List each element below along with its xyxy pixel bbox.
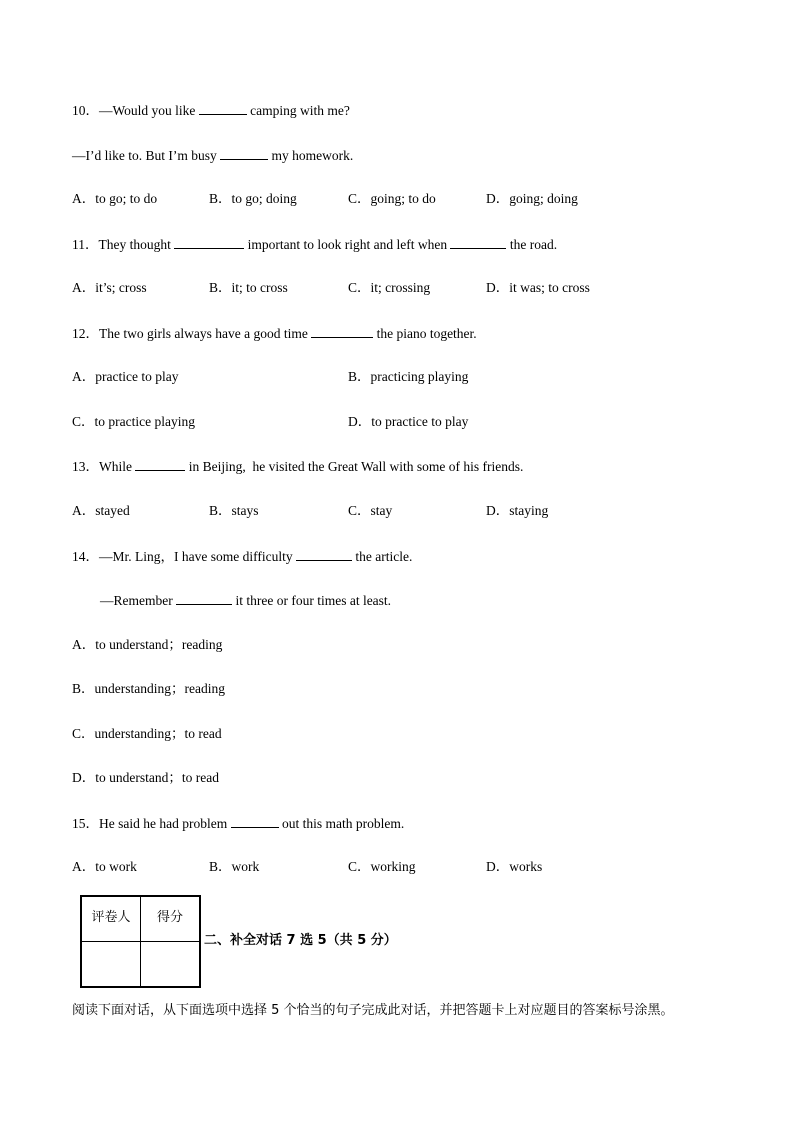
question-13-stem: 13．While in Beijing, he visited the Great Wall with some of his friends. bbox=[72, 459, 524, 474]
question-10-line-2: —I’d like to. But I’m busy my homework. bbox=[72, 148, 354, 163]
question-15-option-c: C．working bbox=[348, 859, 416, 874]
answer-blank bbox=[220, 147, 268, 160]
score-header-cell: 得分 bbox=[141, 896, 201, 942]
question-10-line-1: 10．—Would you like camping with me? bbox=[72, 103, 350, 118]
question-13-option-d: D．staying bbox=[486, 503, 549, 518]
question-14-option-c: C．understanding；to read bbox=[72, 726, 222, 741]
question-10-option-b: B．to go; doing bbox=[209, 191, 297, 206]
question-15-option-a: A．to work bbox=[72, 859, 137, 874]
question-14-line-1: 14．—Mr. Ling，I have some difficulty the article. bbox=[72, 549, 413, 564]
question-14-option-d: D．to understand；to read bbox=[72, 770, 219, 785]
section-title: 二、补全对话 7 选 5（共 5 分） bbox=[204, 933, 397, 948]
question-12-option-d: D．to practice to play bbox=[348, 414, 469, 429]
question-13-option-c: C．stay bbox=[348, 503, 393, 518]
question-13-option-b: B．stays bbox=[209, 503, 259, 518]
question-12-stem: 12．The two girls always have a good time the piano together. bbox=[72, 326, 477, 341]
question-11-option-d: D．it was; to cross bbox=[486, 280, 590, 295]
answer-blank bbox=[450, 236, 506, 249]
grader-header-cell: 评卷人 bbox=[81, 896, 141, 942]
question-12-option-a: A．practice to play bbox=[72, 369, 179, 384]
question-14-line-2: —Remember it three or four times at least. bbox=[100, 593, 392, 608]
answer-blank bbox=[176, 592, 232, 605]
question-14-option-a: A．to understand；reading bbox=[72, 637, 223, 652]
score-table bbox=[80, 895, 201, 988]
question-15-option-d: D．works bbox=[486, 859, 543, 874]
question-11-option-a: A．it’s; cross bbox=[72, 280, 147, 295]
section-instructions: 阅读下面对话，从下面选项中选择 5 个恰当的句子完成此对话，并把答题卡上对应题目的答案标号涂黑。 bbox=[72, 1003, 674, 1018]
answer-blank bbox=[296, 548, 352, 561]
question-11-stem: 11．They thought important to look right and left when the road. bbox=[72, 237, 558, 252]
question-12-option-c: C．to practice playing bbox=[72, 414, 195, 429]
grader-entry-cell bbox=[81, 942, 141, 988]
answer-blank bbox=[311, 325, 373, 338]
question-15-option-b: B．work bbox=[209, 859, 260, 874]
question-11-option-c: C．it; crossing bbox=[348, 280, 431, 295]
answer-blank bbox=[135, 458, 185, 471]
question-10-option-d: D．going; doing bbox=[486, 191, 578, 206]
question-13-option-a: A．stayed bbox=[72, 503, 130, 518]
answer-blank bbox=[174, 236, 244, 249]
question-12-option-b: B．practicing playing bbox=[348, 369, 469, 384]
question-10-option-a: A．to go; to do bbox=[72, 191, 158, 206]
answer-blank bbox=[199, 102, 247, 115]
question-10-option-c: C．going; to do bbox=[348, 191, 436, 206]
score-entry-cell bbox=[141, 942, 201, 988]
question-14-option-b: B．understanding；reading bbox=[72, 681, 225, 696]
question-15-stem: 15．He said he had problem out this math problem. bbox=[72, 816, 405, 831]
question-11-option-b: B．it; to cross bbox=[209, 280, 288, 295]
answer-blank bbox=[231, 815, 279, 828]
